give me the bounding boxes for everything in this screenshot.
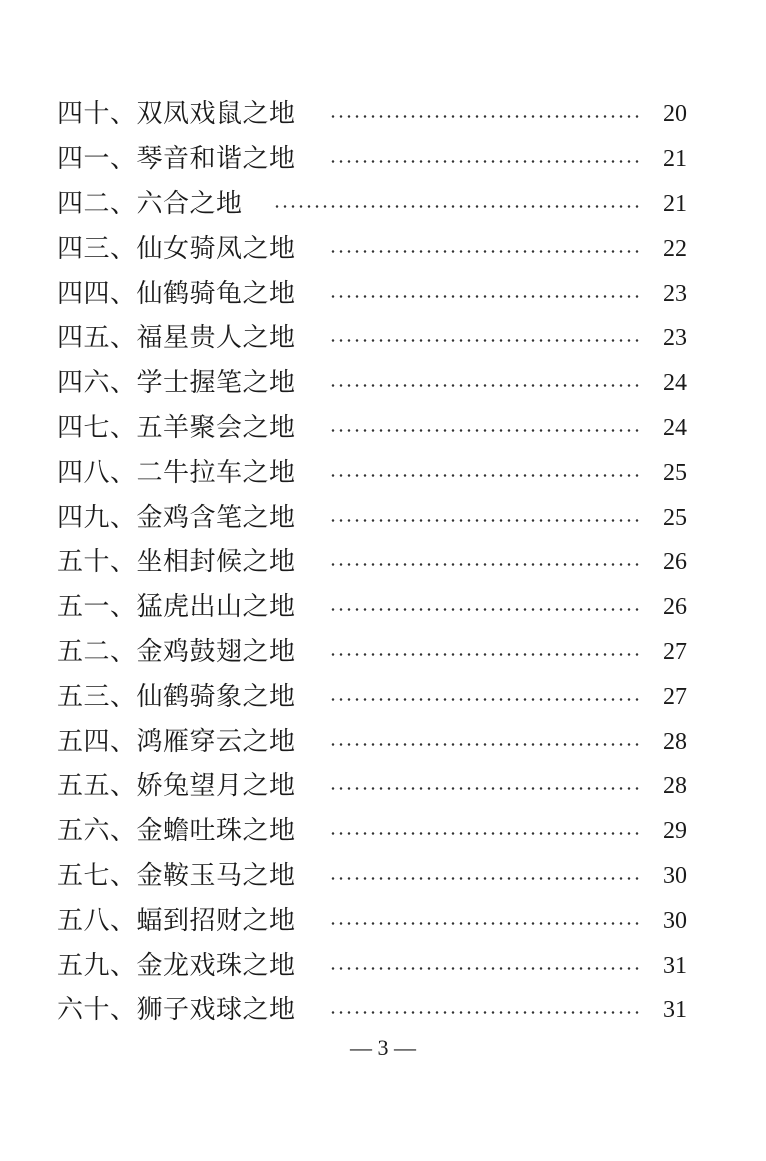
toc-entry-title: 五十、坐相封候之地 [57, 547, 296, 578]
toc-dot-leader [329, 877, 641, 880]
toc-entry-title: 四六、学士握笔之地 [57, 368, 296, 399]
page-number: — 3 — [350, 1035, 416, 1060]
toc-entry-page: 21 [663, 146, 687, 173]
toc-entry [57, 406, 689, 451]
toc-entry-title: 五三、仙鹤骑象之地 [57, 681, 296, 712]
toc-entry [57, 585, 689, 630]
toc-entry-page: 31 [663, 997, 687, 1024]
toc-entry-title: 四九、金鸡含笔之地 [57, 502, 296, 533]
toc-entry [57, 540, 689, 585]
toc-entry [57, 809, 689, 854]
toc-dot-leader [329, 474, 641, 477]
toc-entry-title: 四三、仙女骑凤之地 [57, 233, 296, 264]
toc-entry [57, 361, 689, 406]
toc-entry-title: 四四、仙鹤骑龟之地 [57, 278, 296, 309]
toc-entry [57, 674, 689, 719]
toc-entry [57, 182, 689, 227]
toc-dot-leader [329, 787, 641, 790]
toc-dot-leader [329, 339, 641, 342]
toc-entry-page: 20 [663, 101, 687, 128]
toc-entry-title: 五五、娇兔望月之地 [57, 771, 296, 802]
toc-entry-page: 29 [663, 818, 687, 845]
toc-entry [57, 943, 689, 988]
toc-entry-title: 五一、猛虎出山之地 [57, 592, 296, 623]
table-of-contents [57, 92, 689, 1033]
toc-entry [57, 898, 689, 943]
toc-dot-leader [329, 519, 641, 522]
toc-entry [57, 764, 689, 809]
toc-entry-page: 27 [663, 683, 687, 710]
toc-entry [57, 988, 689, 1033]
toc-entry [57, 719, 689, 764]
toc-dot-leader [273, 205, 641, 208]
toc-entry-page: 31 [663, 952, 687, 979]
toc-dot-leader [329, 295, 641, 298]
toc-entry [57, 271, 689, 316]
toc-entry-title: 四八、二牛拉车之地 [57, 457, 296, 488]
toc-dot-leader [329, 653, 641, 656]
toc-entry-page: 28 [663, 773, 687, 800]
toc-dot-leader [329, 429, 641, 432]
toc-entry-title: 四二、六合之地 [57, 188, 243, 219]
toc-entry-title: 四五、福星贵人之地 [57, 323, 296, 354]
toc-dot-leader [329, 743, 641, 746]
toc-entry [57, 316, 689, 361]
toc-entry-page: 25 [663, 504, 687, 531]
toc-entry-page: 30 [663, 862, 687, 889]
toc-dot-leader [329, 115, 641, 118]
toc-entry-title: 五七、金鞍玉马之地 [57, 860, 296, 891]
toc-entry-page: 28 [663, 728, 687, 755]
toc-entry-page: 22 [663, 235, 687, 262]
toc-dot-leader [329, 608, 641, 611]
toc-dot-leader [329, 384, 641, 387]
toc-entry [57, 450, 689, 495]
toc-entry-title: 四十、双凤戏鼠之地 [57, 99, 296, 130]
toc-entry-title: 六十、狮子戏球之地 [57, 995, 296, 1026]
toc-entry-page: 27 [663, 638, 687, 665]
toc-entry [57, 630, 689, 675]
toc-entry [57, 226, 689, 271]
toc-entry-title: 四一、琴音和谐之地 [57, 144, 296, 175]
toc-dot-leader [329, 832, 641, 835]
toc-entry-page: 24 [663, 370, 687, 397]
toc-dot-leader [329, 250, 641, 253]
toc-entry-page: 23 [663, 325, 687, 352]
toc-entry-title: 五四、鸿雁穿云之地 [57, 726, 296, 757]
toc-entry [57, 92, 689, 137]
toc-entry [57, 854, 689, 899]
toc-entry-title: 五二、金鸡鼓翅之地 [57, 636, 296, 667]
toc-entry [57, 495, 689, 540]
toc-entry-page: 30 [663, 907, 687, 934]
toc-dot-leader [329, 698, 641, 701]
toc-dot-leader [329, 563, 641, 566]
toc-dot-leader [329, 1011, 641, 1014]
toc-entry-page: 21 [663, 190, 687, 217]
toc-dot-leader [329, 160, 641, 163]
toc-entry-title: 四七、五羊聚会之地 [57, 412, 296, 443]
toc-entry [57, 137, 689, 182]
toc-entry-title: 五八、蝠到招财之地 [57, 905, 296, 936]
toc-entry-title: 五九、金龙戏珠之地 [57, 950, 296, 981]
toc-dot-leader [329, 967, 641, 970]
toc-dot-leader [329, 922, 641, 925]
toc-entry-page: 23 [663, 280, 687, 307]
toc-entry-page: 24 [663, 414, 687, 441]
toc-entry-page: 25 [663, 459, 687, 486]
toc-entry-page: 26 [663, 594, 687, 621]
toc-entry-page: 26 [663, 549, 687, 576]
toc-entry-title: 五六、金蟾吐珠之地 [57, 816, 296, 847]
